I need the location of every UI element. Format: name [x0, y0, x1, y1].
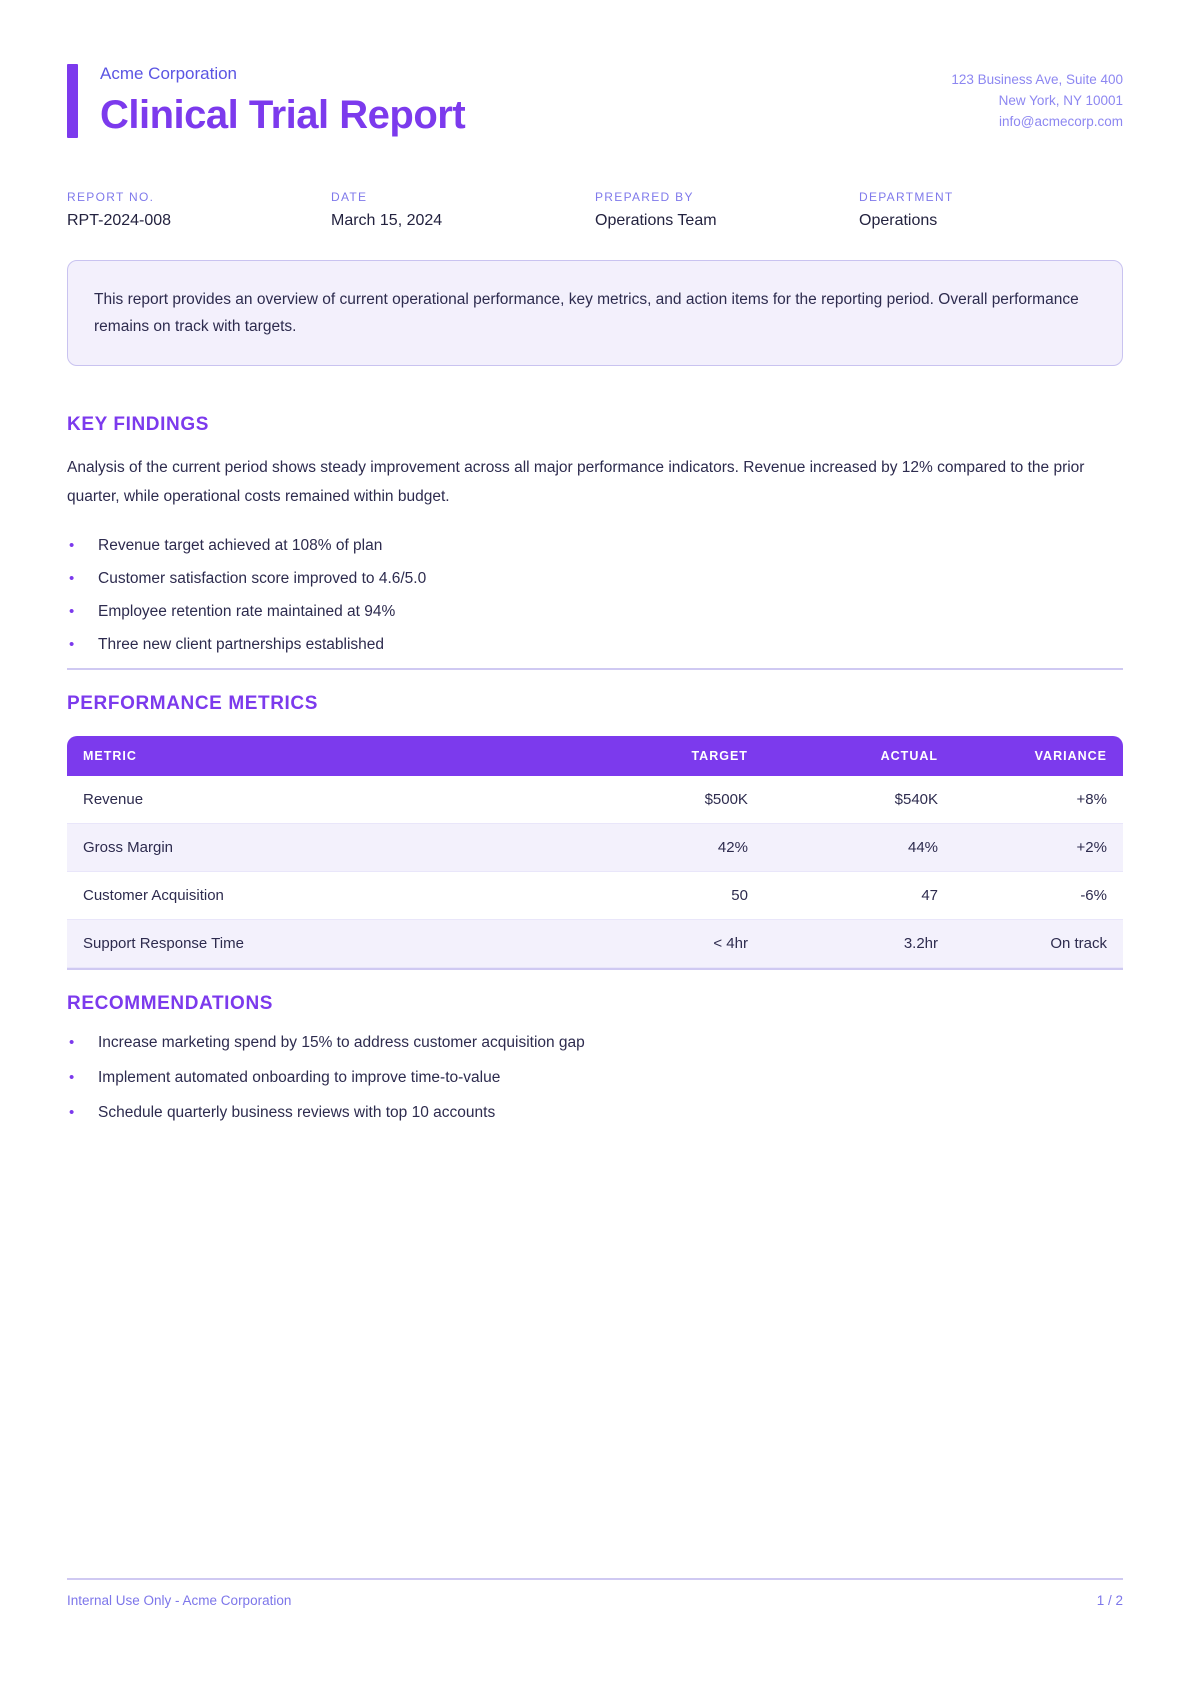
table-cell: 47: [764, 872, 954, 920]
column-header-variance: VARIANCE: [954, 736, 1123, 776]
table-cell: 3.2hr: [764, 920, 954, 968]
address-line: info@acmecorp.com: [999, 114, 1123, 129]
table-row: [67, 776, 1123, 824]
table-cell: 50: [553, 872, 764, 920]
list-item: • Implement automated onboarding to improve time-to-value: [67, 1068, 1123, 1088]
footer-row: [67, 1593, 1123, 1608]
list-item: • Revenue target achieved at 108% of plan: [67, 536, 1123, 556]
table-header-row: [67, 736, 1123, 776]
table-cell: 42%: [553, 824, 764, 872]
table-cell: Revenue: [67, 776, 553, 824]
list-item: • Three new client partnerships established: [67, 635, 1123, 655]
table-cell: -6%: [954, 872, 1123, 920]
page-number: 1 / 2: [1096, 1593, 1123, 1608]
column-header-metric: METRIC: [67, 736, 553, 776]
list-item: • Customer satisfaction score improved to 4.6/5.0: [67, 569, 1123, 589]
list-item: • Increase marketing spend by 15% to address customer acquisition gap: [67, 1033, 1123, 1053]
header-left: [67, 64, 465, 138]
footer-confidentiality-note: Internal Use Only - Acme Corporation: [67, 1593, 292, 1608]
table-row: [67, 824, 1123, 872]
footer-divider: [67, 1578, 1123, 1580]
meta-label: PREPARED BY: [595, 190, 694, 204]
recommendations-section: [67, 993, 1123, 1123]
table-cell: Gross Margin: [67, 824, 553, 872]
summary-box: This report provides an overview of current operational performance, key metrics, and action items for the reporting period. Overall performance remains on track with targets.: [67, 260, 1123, 366]
table-cell: $500K: [553, 776, 764, 824]
meta-prepared-by: [595, 190, 859, 230]
section-heading-recommendations: RECOMMENDATIONS: [67, 993, 274, 1014]
section-heading-performance-metrics: PERFORMANCE METRICS: [67, 693, 319, 714]
table-row: [67, 920, 1123, 968]
section-heading-key-findings: KEY FINDINGS: [67, 414, 209, 435]
table-cell: < 4hr: [553, 920, 764, 968]
table-cell: $540K: [764, 776, 954, 824]
key-findings-paragraph: Analysis of the current period shows steady improvement across all major performance indicators. Revenue increased by 12% compared to the prior quarter, while operational costs remained within budget.: [67, 459, 1085, 505]
table-cell: 44%: [764, 824, 954, 872]
table-cell: Customer Acquisition: [67, 872, 553, 920]
accent-bar: [67, 64, 78, 138]
recommendations-list: [67, 1033, 1123, 1123]
page-title: Clinical Trial Report: [100, 93, 466, 137]
column-header-target: TARGET: [553, 736, 764, 776]
table-body: [67, 776, 1123, 968]
header-title-block: [100, 64, 465, 138]
meta-label: REPORT NO.: [67, 190, 155, 204]
page-footer: [67, 1578, 1123, 1608]
company-name: Acme Corporation: [100, 64, 238, 83]
meta-label: DATE: [331, 190, 368, 204]
address-line: 123 Business Ave, Suite 400: [951, 72, 1123, 87]
meta-value: Operations: [859, 212, 938, 229]
meta-value: RPT-2024-008: [67, 212, 172, 229]
list-item: • Employee retention rate maintained at 94%: [67, 602, 1123, 622]
metrics-table: [67, 736, 1123, 968]
meta-date: [331, 190, 595, 230]
section-divider: [67, 968, 1123, 970]
company-address: [951, 64, 1123, 132]
key-findings-list: [67, 536, 1123, 655]
section-divider: [67, 668, 1123, 670]
key-findings-section: [67, 414, 1123, 655]
meta-label: DEPARTMENT: [859, 190, 954, 204]
column-header-actual: ACTUAL: [764, 736, 954, 776]
meta-value: Operations Team: [595, 212, 717, 229]
table-cell: On track: [954, 920, 1123, 968]
table-header: [67, 736, 1123, 776]
meta-row: [67, 190, 1123, 230]
list-item: • Schedule quarterly business reviews with top 10 accounts: [67, 1103, 1123, 1123]
table-cell: +8%: [954, 776, 1123, 824]
report-header: [67, 64, 1123, 138]
table-cell: +2%: [954, 824, 1123, 872]
meta-report-no: [67, 190, 331, 230]
performance-metrics-section: [67, 693, 1123, 968]
meta-value: March 15, 2024: [331, 212, 443, 229]
address-line: New York, NY 10001: [998, 93, 1123, 108]
meta-department: [859, 190, 1123, 230]
table-cell: Support Response Time: [67, 920, 553, 968]
table-row: [67, 872, 1123, 920]
